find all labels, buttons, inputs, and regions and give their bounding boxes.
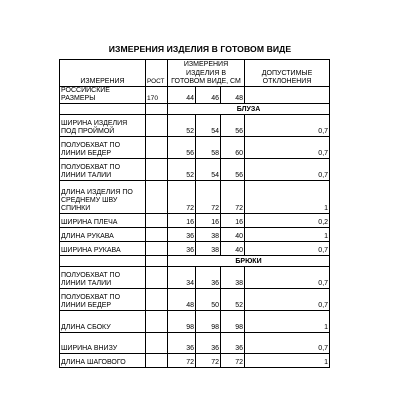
header-measurement: ИЗМЕРЕНИЯ [60, 60, 146, 87]
value-cell: 72 [221, 354, 245, 368]
value-cell: 72 [196, 354, 221, 368]
blank-cell [146, 181, 168, 214]
measurement-label: ПОЛУОБХВАТ ПО ЛИНИИ БЕДЕР [60, 289, 146, 311]
value-cell: 36 [168, 242, 196, 256]
table-row [60, 228, 330, 242]
tolerance-cell: 0,7 [245, 137, 330, 159]
measurement-label: ДЛИНА СБОКУ [60, 311, 146, 333]
sizes-row-label: РОССИЙСКИЕ РАЗМЕРЫ [60, 87, 146, 104]
tolerance-cell: 0,7 [245, 333, 330, 354]
blank-cell [146, 159, 168, 181]
table-row [60, 311, 330, 333]
header-finished: ИЗМЕРЕНИЯ ИЗДЕЛИЯ В ГОТОВОМ ВИДЕ, СМ [168, 60, 245, 87]
table-title: ИЗМЕРЕНИЯ ИЗДЕЛИЯ В ГОТОВОМ ВИДЕ [108, 44, 292, 54]
value-cell: 52 [168, 159, 196, 181]
measurements-table [59, 59, 330, 368]
blank-cell [146, 115, 168, 137]
measurement-label: ШИРИНА ПЛЕЧА [60, 214, 146, 228]
blank-cell [146, 242, 168, 256]
blank-cell [146, 289, 168, 311]
section-title: БЛУЗА [168, 104, 330, 115]
blank-cell [146, 228, 168, 242]
value-cell: 58 [196, 137, 221, 159]
value-cell: 36 [168, 333, 196, 354]
section-row [60, 256, 330, 267]
tolerance-cell: 1 [245, 228, 330, 242]
value-cell: 72 [168, 354, 196, 368]
value-cell: 54 [196, 115, 221, 137]
tolerance-cell: 0,7 [245, 242, 330, 256]
value-cell: 36 [221, 333, 245, 354]
value-cell: 98 [221, 311, 245, 333]
measurement-label: ДЛИНА ШАГОВОГО [60, 354, 146, 368]
measurement-label: ПОЛУОБХВАТ ПО ЛИНИИ БЕДЕР [60, 137, 146, 159]
blank-cell [146, 311, 168, 333]
rost-value: 170 [146, 87, 168, 104]
table-row [60, 159, 330, 181]
tolerance-cell: 1 [245, 354, 330, 368]
section-row [60, 104, 330, 115]
value-cell: 98 [196, 311, 221, 333]
value-cell: 16 [168, 214, 196, 228]
value-cell: 40 [221, 228, 245, 242]
value-cell: 72 [168, 181, 196, 214]
value-cell: 52 [221, 289, 245, 311]
value-cell: 38 [196, 228, 221, 242]
value-cell: 56 [221, 159, 245, 181]
blank-cell [245, 87, 330, 104]
value-cell: 72 [221, 181, 245, 214]
value-cell: 50 [196, 289, 221, 311]
blank-cell [146, 256, 168, 267]
tolerance-cell: 0,7 [245, 159, 330, 181]
value-cell: 72 [196, 181, 221, 214]
table-row [60, 354, 330, 368]
measurement-label: ШИРИНА ВНИЗУ [60, 333, 146, 354]
measurement-label: ПОЛУОБХВАТ ПО ЛИНИИ ТАЛИИ [60, 267, 146, 289]
blank-cell [146, 137, 168, 159]
tolerance-cell: 1 [245, 311, 330, 333]
table-row [60, 115, 330, 137]
value-cell: 56 [221, 115, 245, 137]
value-cell: 36 [196, 333, 221, 354]
measurement-label: ДЛИНА ИЗДЕЛИЯ ПО СРЕДНЕМУ ШВУ СПИНКИ [60, 181, 146, 214]
size-cell: 44 [168, 87, 196, 104]
size-cell: 46 [196, 87, 221, 104]
header-tolerance: ДОПУСТИМЫЕ ОТКЛОНЕНИЯ [245, 60, 330, 87]
table-row [60, 181, 330, 214]
table-row [60, 214, 330, 228]
value-cell: 34 [168, 267, 196, 289]
value-cell: 40 [221, 242, 245, 256]
blank-cell [146, 214, 168, 228]
value-cell: 48 [168, 289, 196, 311]
section-title: БРЮКИ [168, 256, 330, 267]
value-cell: 56 [168, 137, 196, 159]
value-cell: 54 [196, 159, 221, 181]
value-cell: 16 [196, 214, 221, 228]
sizes-row [60, 87, 330, 104]
value-cell: 36 [168, 228, 196, 242]
blank-cell [146, 267, 168, 289]
value-cell: 38 [196, 242, 221, 256]
tolerance-cell: 0,7 [245, 267, 330, 289]
table-row [60, 333, 330, 354]
tolerance-cell: 0,7 [245, 115, 330, 137]
value-cell: 36 [196, 267, 221, 289]
blank-cell [146, 104, 168, 115]
blank-cell [146, 354, 168, 368]
measurement-label: ШИРИНА ИЗДЕЛИЯ ПОД ПРОЙМОЙ [60, 115, 146, 137]
value-cell: 60 [221, 137, 245, 159]
value-cell: 98 [168, 311, 196, 333]
header-row [60, 60, 330, 87]
value-cell: 16 [221, 214, 245, 228]
table-row [60, 242, 330, 256]
measurement-label: ШИРИНА РУКАВА [60, 242, 146, 256]
size-cell: 48 [221, 87, 245, 104]
blank-cell [60, 104, 146, 115]
measurement-label: ПОЛУОБХВАТ ПО ЛИНИИ ТАЛИИ [60, 159, 146, 181]
blank-cell [146, 333, 168, 354]
value-cell: 52 [168, 115, 196, 137]
header-rost: РОСТ [146, 60, 168, 87]
table-row [60, 137, 330, 159]
tolerance-cell: 1 [245, 181, 330, 214]
measurement-label: ДЛИНА РУКАВА [60, 228, 146, 242]
table-row [60, 289, 330, 311]
tolerance-cell: 0,7 [245, 289, 330, 311]
table-row [60, 267, 330, 289]
value-cell: 38 [221, 267, 245, 289]
blank-cell [60, 256, 146, 267]
tolerance-cell: 0,2 [245, 214, 330, 228]
